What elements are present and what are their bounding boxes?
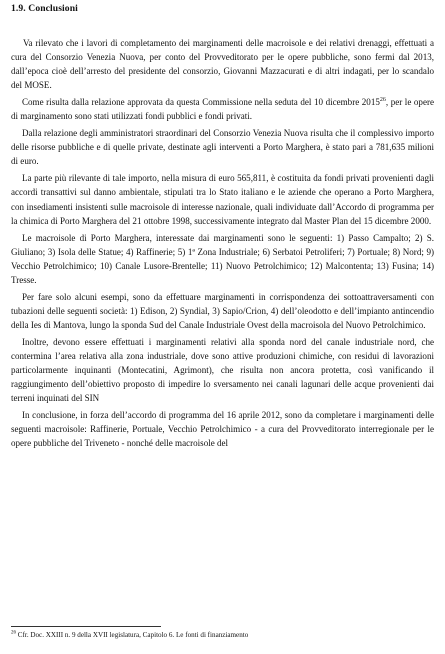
paragraph-3: Dalla relazione degli amministratori straordinari del Consorzio Venezia Nuova risulta che il complessivo importo delle risorse pubbliche e di quelle private, destinate agli interventi a Porto Marghera, è stato pari a 781,635 milioni di euro.: [11, 128, 434, 167]
paragraph-2-text-b: , per le opere di marginamento sono stati utilizzati fondi pubblici e fondi privati.: [11, 97, 434, 122]
footnote-divider: [11, 626, 161, 627]
paragraph-6: Per fare solo alcuni esempi, sono da effettuare marginamenti in corrispondenza dei sottoattraversamenti con tubazioni delle seguenti società: 1) Edison, 2) Syndial, 3) Sapio/Crion, 4) dell’oleodotto e dell’impianto antincendio della Ies di Mantova, lungo la sponda Sud del Canale Industriale Ovest della macroisola del Nuovo Petrolchimico.: [11, 291, 434, 330]
footnote-number: 26: [11, 630, 16, 636]
paragraph-8: In conclusione, in forza dell’accordo di programma del 16 aprile 2012, sono da completare i marginamenti delle seguenti macroisole: Raffinerie, Portuale, Vecchio Petrolchimico - a cura del Provveditorato interregionale per le opere pubbliche del Triveneto - nonché delle macroisole del: [11, 410, 434, 449]
footnote: [11, 631, 248, 640]
footnote-reference[interactable]: 26: [379, 97, 386, 104]
paragraph-1: Va rilevato che i lavori di completamento dei marginamenti delle macroisole e dei relativi drenaggi, effettuati a cura del Consorzio Venezia Nuova, per conto del Provveditorato per le opere pubbliche, sono fermi dal 2013, dall’epoca cioè dell’arresto del presidente del consorzio, Giovanni Mazzacurati e di altri indagati, per lo scandalo del MOSE.: [11, 38, 434, 91]
paragraph-4: La parte più rilevante di tale importo, nella misura di euro 565,811, è costituita da fondi privati provenienti dagli accordi transattivi sul danno ambientale, stipulati tra lo Stato italiano e le aziende che operano a Porto Marghera, con insediamenti insistenti sulle macroisole di interesse nazionale, quali individuate dall’Accordo di programma per la chimica di Porto Marghera del 21 ottobre 1998, successivamente integrato dal Master Plan del 15 dicembre 2000.: [11, 173, 434, 226]
paragraph-2-text-a: Come risulta dalla relazione approvata da questa Commissione nella seduta del 10 dicembre 2015: [22, 97, 380, 108]
paragraph-5: Le macroisole di Porto Marghera, interessate dai marginamenti sono le seguenti: 1) Passo Campalto; 2) S. Giuliano; 3) Isola delle Statue; 4) Raffinerie; 5) 1ª Zona Industriale; 6) Serbatoi Petroliferi; 7) Portuale; 8) Nord; 9) Vecchio Petrolchimico; 10) Canale Lusore-Brentelle; 11) Nuovo Petrolchimico; 12) Malcontenta; 13) Fusina; 14) Tresse.: [11, 232, 434, 285]
section-heading: 1.9. Conclusioni: [11, 3, 78, 14]
paragraph-2: [11, 95, 434, 123]
paragraph-7: Inoltre, devono essere effettuati i marginamenti relativi alla sponda nord del canale industriale nord, che contermina l’area relativa alla zona industriale, dove sono attive produzioni chimiche, con residui di lavorazioni particolarmente inquinanti (Montecatini, Agrimont), che risulta non ancora protetta, così vanificando il raggiungimento dell’obiettivo proposto di impedire lo sversamento nei canali lagunari delle acque provenienti dai terreni inquinati del SIN: [11, 336, 434, 404]
footnote-text: Cfr. Doc. XXIII n. 9 della XVII legislatura, Capitolo 6. Le fonti di finanziamento: [16, 631, 249, 639]
